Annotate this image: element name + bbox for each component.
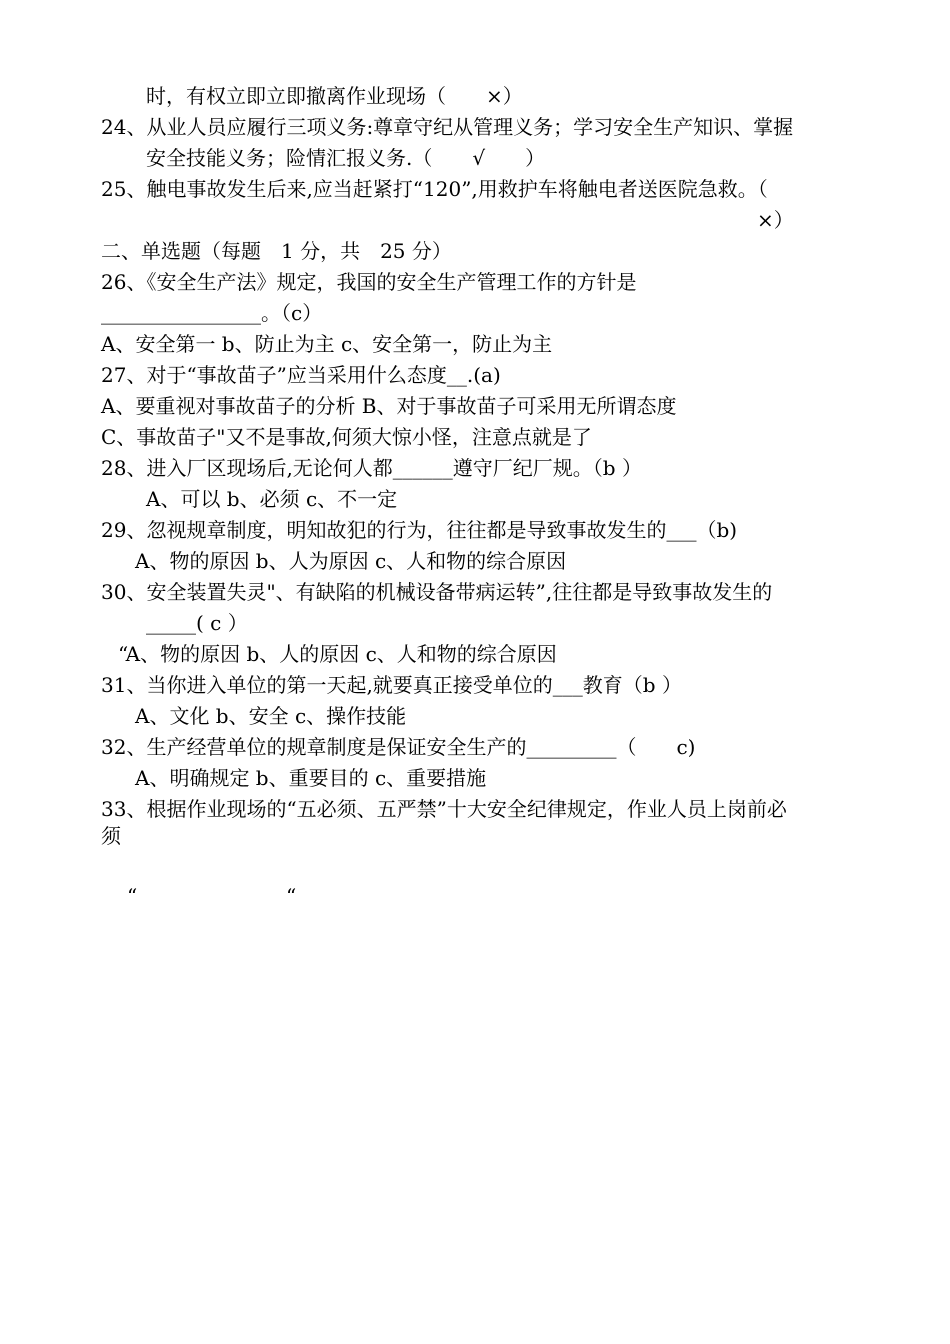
q30-options: “A、物的原因 b、人的原因 c、人和物的综合原因 [118, 642, 557, 666]
q31-line-1: 31、当你进入单位的第一天起,就要真正接受单位的___教育（b ） [101, 673, 682, 697]
q32-line-1: 32、生产经营单位的规章制度是保证安全生产的_________（ c) [101, 735, 696, 759]
section-heading-single-choice: 二、单选题（每题 1 分，共 25 分） [101, 239, 452, 263]
q28-options: A、可以 b、必须 c、不一定 [146, 487, 398, 511]
q33-line-2: 须 [101, 824, 121, 848]
q30-line-1: 30、安全装置失灵"、有缺陷的机械设备带病运转”,往往都是导致事故发生的 [101, 580, 773, 604]
q27-line-1: 27、对于“事故苗子”应当采用什么态度__.(a) [101, 363, 501, 387]
q28-line-1: 28、进入厂区现场后,无论何人都______遵守厂纪厂规。（b ） [101, 456, 642, 480]
q32-options: A、明确规定 b、重要目的 c、重要措施 [135, 766, 487, 790]
q26-line-2: ________________。（c） [101, 301, 323, 325]
q25-answer: ×） [757, 208, 794, 232]
q25-line-1: 25、触电事故发生后来,应当赶紧打“120”,用救护车将触电者送医院急救。（ [101, 177, 768, 201]
q24-line-1: 24、从业人员应履行三项义务:尊章守纪从管理义务；学习安全生产知识、掌握 [101, 115, 794, 139]
q31-options: A、文化 b、安全 c、操作技能 [135, 704, 407, 728]
q29-line-1: 29、忽视规章制度，明知故犯的行为，往往都是导致事故发生的___（b) [101, 518, 738, 542]
q24-line-2: 安全技能义务；险情汇报义务.（ √ ） [146, 146, 546, 170]
q33-line-1: 33、根据作业现场的“五必须、五严禁”十大安全纪律规定，作业人员上岗前必 [101, 797, 787, 821]
q23-continuation: 时，有权立即立即撤离作业现场（ ×） [146, 84, 523, 108]
q26-options: A、安全第一 b、防止为主 c、安全第一，防止为主 [101, 332, 553, 356]
q30-line-2: _____( c ） [146, 611, 248, 635]
q27-options-1: A、要重视对事故苗子的分析 B、对于事故苗子可采用无所谓态度 [101, 394, 677, 418]
stray-quote-mark-2: “ [286, 884, 297, 908]
q27-options-2: C、事故苗子"又不是事故,何须大惊小怪，注意点就是了 [101, 425, 592, 449]
q26-line-1: 26、《安全生产法》规定，我国的安全生产管理工作的方针是 [101, 270, 637, 294]
q29-options: A、物的原因 b、人为原因 c、人和物的综合原因 [135, 549, 567, 573]
stray-quote-mark-1: “ [127, 884, 138, 908]
